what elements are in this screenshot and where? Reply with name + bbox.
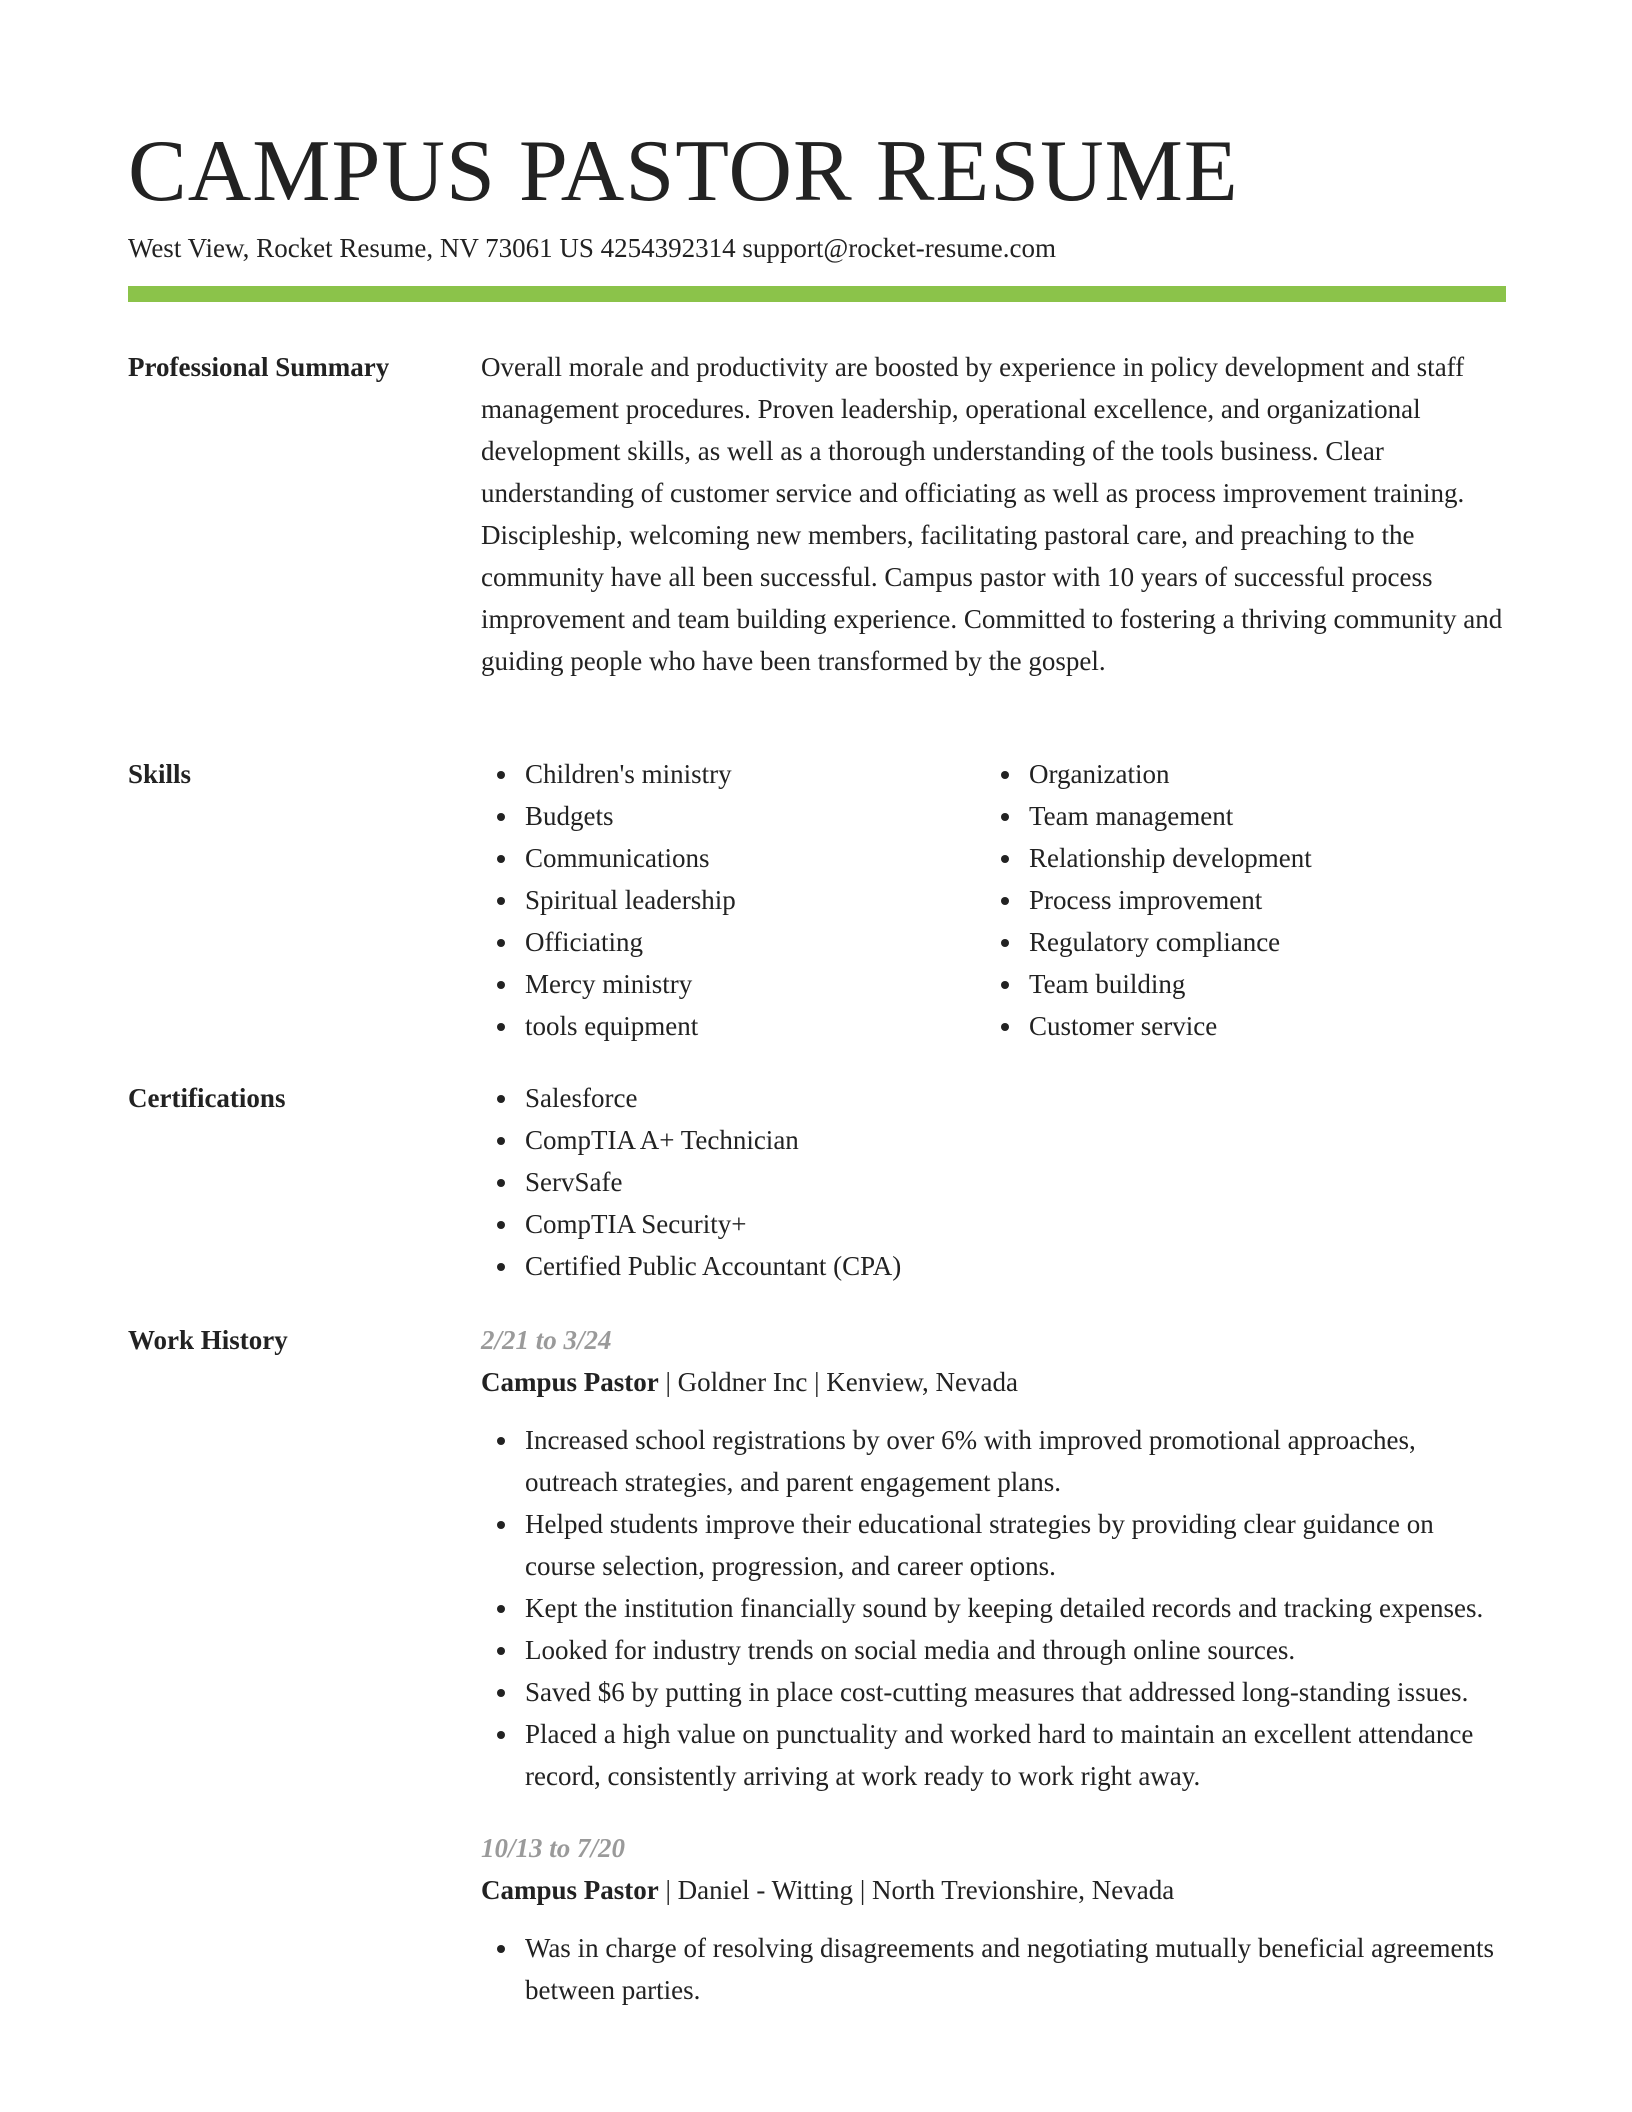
list-item: Children's ministry: [481, 753, 985, 795]
list-item: Was in charge of resolving disagreements and negotiating mutually beneficial agreements between parties.: [481, 1927, 1506, 2011]
job-title: Campus Pastor: [481, 1367, 659, 1397]
job-title: Campus Pastor: [481, 1875, 659, 1905]
list-item: Mercy ministry: [481, 963, 985, 1005]
resume-title: CAMPUS PASTOR RESUME: [128, 123, 1239, 220]
list-item: ServSafe: [481, 1161, 1506, 1203]
list-item: Communications: [481, 837, 985, 879]
list-item: Spiritual leadership: [481, 879, 985, 921]
job-company: Daniel - Witting: [677, 1875, 854, 1905]
list-item: Customer service: [985, 1005, 1489, 1047]
list-item: Placed a high value on punctuality and worked hard to maintain an excellent attendance record, consistently arriving at work ready to work right away.: [481, 1713, 1506, 1797]
certifications-label: Certifications: [128, 1083, 286, 1113]
certifications-body: [481, 1077, 1506, 1287]
skills-list-right: [985, 753, 1489, 1047]
contact-phone: 4254392314: [600, 233, 736, 263]
list-item: Salesforce: [481, 1077, 1506, 1119]
list-item: Process improvement: [985, 879, 1489, 921]
list-item: Regulatory compliance: [985, 921, 1489, 963]
list-item: Organization: [985, 753, 1489, 795]
work-history-label: Work History: [128, 1325, 288, 1355]
summary-body: [481, 346, 1506, 682]
skills-body: [481, 753, 1506, 1047]
certifications-list: [481, 1077, 1506, 1287]
job-entry: [481, 1319, 1506, 1797]
list-item: Team building: [985, 963, 1489, 1005]
contact-line: [128, 230, 1056, 266]
list-item: Relationship development: [985, 837, 1489, 879]
job-heading: Campus Pastor | Goldner Inc | Kenview, Nevada: [481, 1367, 1018, 1397]
list-item: Kept the institution financially sound by keeping detailed records and tracking expenses.: [481, 1587, 1506, 1629]
list-item: CompTIA A+ Technician: [481, 1119, 1506, 1161]
list-item: tools equipment: [481, 1005, 985, 1047]
summary-label: Professional Summary: [128, 352, 390, 382]
header-divider: [128, 286, 1506, 302]
job-entry: [481, 1827, 1506, 2011]
list-item: Officiating: [481, 921, 985, 963]
contact-email: support@rocket-resume.com: [742, 233, 1056, 263]
job-bullets: [481, 1419, 1506, 1797]
list-item: Increased school registrations by over 6% with improved promotional approaches, outreach strategies, and parent engagement plans.: [481, 1419, 1506, 1503]
job-company: Goldner Inc: [677, 1367, 808, 1397]
list-item: CompTIA Security+: [481, 1203, 1506, 1245]
skills-label: Skills: [128, 759, 192, 789]
list-item: Looked for industry trends on social media and through online sources.: [481, 1629, 1506, 1671]
job-location: Kenview, Nevada: [826, 1367, 1018, 1397]
list-item: Budgets: [481, 795, 985, 837]
list-item: Team management: [985, 795, 1489, 837]
contact-address: West View, Rocket Resume, NV 73061 US: [128, 233, 594, 263]
skills-list-left: [481, 753, 985, 1047]
job-dates: 10/13 to 7/20: [481, 1833, 626, 1863]
job-heading: Campus Pastor | Daniel - Witting | North Trevionshire, Nevada: [481, 1875, 1175, 1905]
work-history-body: [481, 1319, 1506, 2041]
summary-text: Overall morale and productivity are boosted by experience in policy development and staff management procedures. Proven leadership, operational excellence, and organizational development skills, as well as a thorough understanding of the tools business. Clear understanding of customer service and officiating as well as process improvement training. Discipleship, welcoming new members, facilitating pastoral care, and preaching to the community have all been successful. Campus pastor with 10 years of successful process improvement and team building experience. Committed to fostering a thriving community and guiding people who have been transformed by the gospel.: [481, 352, 1503, 676]
list-item: Certified Public Accountant (CPA): [481, 1245, 1506, 1287]
list-item: Saved $6 by putting in place cost-cutting measures that addressed long-standing issues.: [481, 1671, 1506, 1713]
job-dates: 2/21 to 3/24: [481, 1325, 612, 1355]
job-bullets: [481, 1927, 1506, 2011]
list-item: Helped students improve their educational strategies by providing clear guidance on course selection, progression, and career options.: [481, 1503, 1506, 1587]
job-location: North Trevionshire, Nevada: [871, 1875, 1175, 1905]
